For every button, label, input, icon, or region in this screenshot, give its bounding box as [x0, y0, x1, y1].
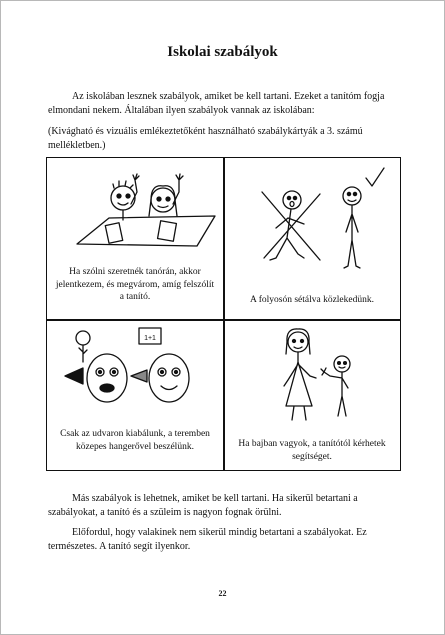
- child-head: [334, 356, 350, 372]
- walk-hallway-illustration: [224, 158, 400, 288]
- desk-shape: [77, 216, 215, 246]
- caption-ask-help: Ha bajban vagyok, a tanítótól kérhetek segítséget.: [238, 439, 386, 462]
- megaphone-quiet-icon: [131, 370, 147, 382]
- notebook-shape: [105, 223, 122, 244]
- rule-card-raise-hand: [47, 158, 223, 319]
- walking-figure-head: [343, 187, 361, 205]
- notebook-shape: [158, 221, 177, 242]
- boy-head: [111, 186, 135, 210]
- caption-voice-level: Csak az udvaron kiabálunk, a teremben közepes hangerővel beszélünk.: [60, 429, 210, 452]
- ask-help-illustration: [224, 320, 400, 430]
- raise-hand-illustration: [47, 158, 223, 268]
- note-paragraph: (Kivágható és vizuális emlékeztetőként használható szabálykártyák a 3. számú mellékletben.): [48, 126, 363, 151]
- outro-paragraph-2: Előfordul, hogy valakinek nem sikerül mindig betartani a szabályokat. Ez természetes. A tanító segít ilyenkor.: [48, 527, 367, 552]
- page-title: Iskolai szabályok: [167, 44, 278, 60]
- checkmark-icon: [366, 168, 384, 186]
- rule-card-voice-level: [47, 320, 223, 471]
- rule-card-walk-hallway: [224, 158, 400, 319]
- voice-level-illustration: [47, 320, 223, 420]
- rule-cards-grid: [46, 157, 401, 471]
- outro-paragraph-1: Más szabályok is lehetnek, amiket be kell tartani. Ha sikerül betartani a szabályokat, a tanító és a szüleim is nagyon fognak örülni.: [48, 493, 358, 518]
- caption-walk-hallway: A folyosón sétálva közlekedünk.: [249, 295, 374, 305]
- face-talking: [149, 354, 189, 402]
- girl-head: [151, 188, 175, 212]
- intro-paragraph: Az iskolában lesznek szabályok, amiket be kell tartani. Ezeket a tanítóm fogja elmondani nekem. Általában ilyen szabályok vannak az iskolában:: [48, 91, 385, 116]
- blackboard-text: 1+1: [144, 335, 156, 342]
- page-number: 22: [218, 589, 227, 598]
- caption-raise-hand: Ha szólni szeretnék tanórán, akkor jelentkezem, és megvárom, amíg felszólít a tanító.: [55, 267, 215, 302]
- face-shouting: [87, 354, 127, 402]
- rule-card-ask-help: [224, 320, 400, 471]
- tree-icon: [76, 331, 90, 345]
- teacher-body: [284, 352, 316, 420]
- megaphone-loud-icon: [65, 368, 83, 384]
